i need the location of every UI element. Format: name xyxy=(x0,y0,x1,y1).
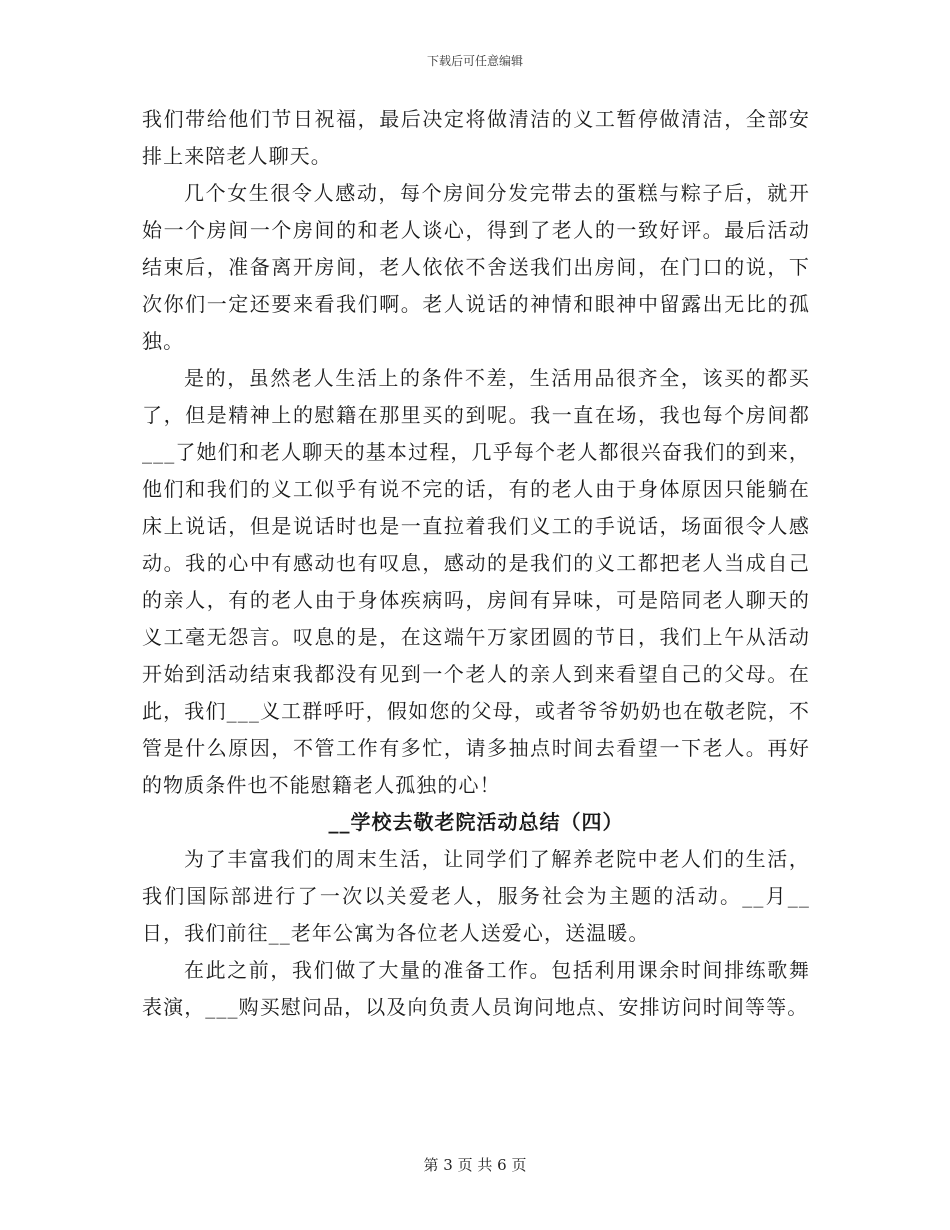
paragraph-1: 我们带给他们节日祝福，最后决定将做清洁的义工暂停做清洁，全部安排上来陪老人聊天。 xyxy=(142,107,810,168)
page-number: 第 3 页 共 6 页 xyxy=(423,1156,527,1174)
paragraph-4: 为了丰富我们的周末生活，让同学们了解养老院中老人们的生活，我们国际部进行了一次以关爱老人，服务社会为主题的活动。__月__日，我们前往__老年公寓为各位老人送爱心，送温暖。 xyxy=(142,847,810,945)
paragraph-2: 几个女生很令人感动，每个房间分发完带去的蛋糕与粽子后，就开始一个房间一个房间的和老人谈心，得到了老人的一致好评。最后活动结束后，准备离开房间，老人依依不舍送我们出房间，在门口的说，下次你们一定还要来看我们啊。老人说话的神情和眼神中留露出无比的孤独。 xyxy=(142,181,810,353)
section-heading: __学校去敬老院活动总结（四） xyxy=(328,810,624,834)
paragraph-5: 在此之前，我们做了大量的准备工作。包括利用课余时间排练歌舞表演，___购买慰问品，以及向负责人员询问地点、安排访问时间等等。 xyxy=(142,958,810,1019)
paragraph-3: 是的，虽然老人生活上的条件不差，生活用品很齐全，该买的都买了，但是精神上的慰籍在那里买的到呢。我一直在场，我也每个房间都___了她们和老人聊天的基本过程，几乎每个老人都很兴奋我们的到来，他们和我们的义工似乎有说不完的话，有的老人由于身体原因只能躺在床上说话，但是说话时也是一直拉着我们义工的手说话，场面很令人感动。我的心中有感动也有叹息，感动的是我们的义工都把老人当成自己的亲人，有的老人由于身体疾病吗，房间有异味，可是陪同老人聊天的义工毫无怨言。叹息的是，在这端午万家团圆的节日，我们上午从活动开始到活动结束我都没有见到一个老人的亲人到来看望自己的父母。在此，我们___义工群呼吁，假如您的父母，或者爷爷奶奶也在敬老院，不管是什么原因，不管工作有多忙，请多抽点时间去看望一下老人。再好的物质条件也不能慰籍老人孤独的心！ xyxy=(142,366,810,797)
document-body xyxy=(142,101,810,1026)
page-header-note: 下载后可任意编辑 xyxy=(426,54,523,68)
